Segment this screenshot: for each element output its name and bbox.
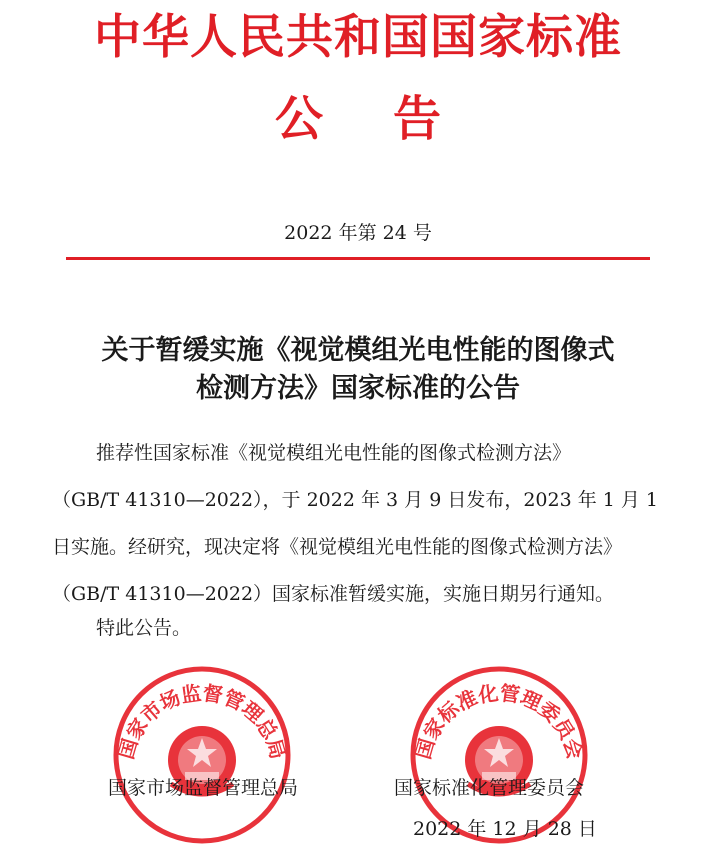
body-line-4: （GB/T 41310—2022）国家标准暂缓实施，实施日期另行通知。 — [52, 583, 615, 605]
signature-standardization-admin: 国家标准化管理委员会 — [394, 777, 585, 799]
seal-arc-text: 国家市场监督管理总局 — [113, 680, 291, 762]
notice-title — [40, 332, 676, 408]
seal-arc-text: 国家标准化管理委员会 — [410, 680, 588, 762]
closing-line: 特此公告。 — [96, 617, 192, 639]
red-divider — [66, 257, 650, 260]
seal-market-regulation — [111, 664, 293, 846]
title-line-1: 关于暂缓实施《视觉模组光电性能的图像式 — [101, 335, 615, 366]
body-line-3: 日实施。经研究，现决定将《视觉模组光电性能的图像式检测方法》 — [52, 536, 623, 558]
signature-date: 2022 年 12 月 28 日 — [413, 818, 597, 840]
signature-market-regulation: 国家市场监督管理总局 — [108, 777, 299, 799]
body-line-1: 推荐性国家标准《视觉模组光电性能的图像式检测方法》 — [96, 442, 572, 464]
notice-heading: 公告 — [274, 91, 511, 147]
title-line-2: 检测方法》国家标准的公告 — [196, 373, 520, 404]
issue-number: 2022 年第 24 号 — [284, 222, 432, 244]
issuer-masthead: 中华人民共和国国家标准 — [94, 10, 622, 65]
body-line-2: （GB/T 41310—2022），于 2022 年 3 月 9 日发布，2023 年 1 月 1 — [52, 489, 659, 511]
seal-market-regulation-graphic — [111, 664, 293, 846]
